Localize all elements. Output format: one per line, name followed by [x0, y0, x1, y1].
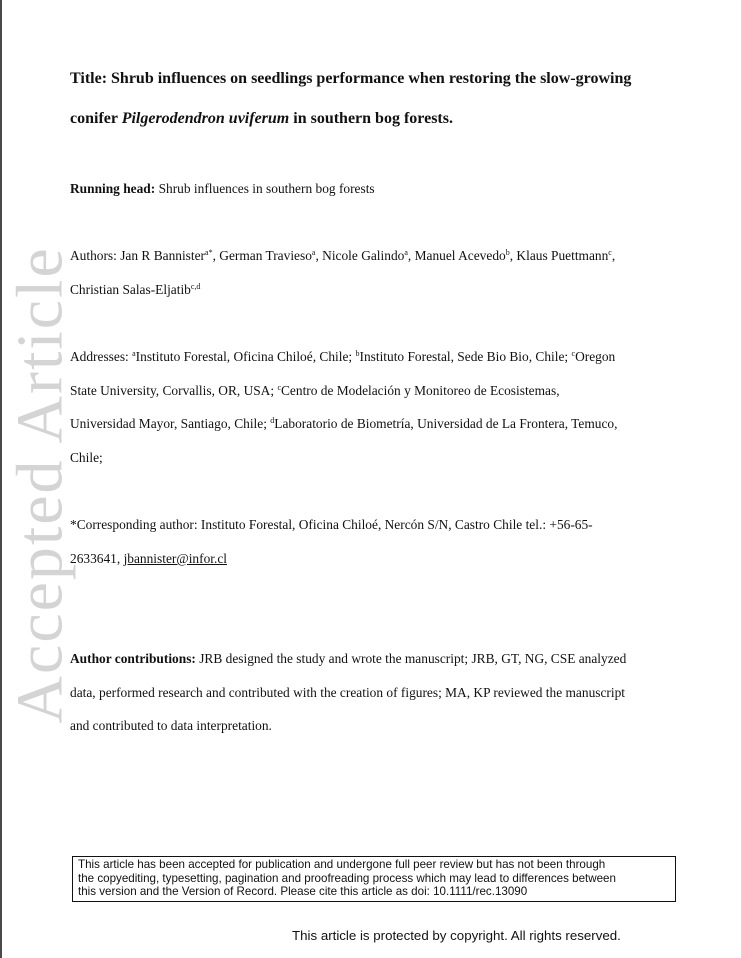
- corresponding-author-line-2: 2633641, jbannister@infor.cl: [70, 551, 227, 566]
- notice-line: This article has been accepted for publication and undergone full peer review but has not been through: [78, 858, 606, 871]
- copyright-footer: This article is protected by copyright. All rights reserved.: [292, 928, 621, 943]
- author: Christian Salas-Eljatib$^{c,d}$: [70, 282, 201, 297]
- author: Manuel Acevedo$^b$,: [414, 248, 517, 263]
- addresses-line-4: Chile;: [70, 450, 103, 465]
- email-link[interactable]: jbannister@infor.cl: [123, 551, 227, 566]
- corresponding-author-line-1: *Corresponding author: Instituto Forestal, Oficina Chiloé, Nercón S/N, Castro Chile tel.: +56-65-: [70, 517, 593, 532]
- author: Jan R Bannister$^{a*}$,: [120, 248, 220, 263]
- title-line-2: [70, 110, 453, 128]
- notice-line: the copyediting, typesetting, pagination and proofreading process which may lead to differences between: [78, 871, 616, 885]
- title-text: in southern bog forests.: [289, 110, 453, 127]
- addresses-line-3: Universidad Mayor, Santiago, Chile; $^d$Laboratorio de Biometría, Universidad de La Frontera, Temuco,: [70, 416, 618, 431]
- acceptance-notice-box: [72, 856, 676, 902]
- notice-line: this version and the Version of Record. Please cite this article as doi: 10.1111/rec.13090: [78, 885, 528, 899]
- contributions-line-1: Author contributions: JRB designed the study and wrote the manuscript; JRB, GT, NG, CSE analyzed: [70, 651, 627, 666]
- addresses-line-1: Addresses: $^a$Instituto Forestal, Oficina Chiloé, Chile; $^b$Instituto Forestal, Sede Bio Bio, Chile; $^c$Oregon: [70, 349, 616, 364]
- contributions-line-3: and contributed to data interpretation.: [70, 718, 272, 733]
- authors-line-2: [70, 282, 200, 298]
- running-head-text: Shrub influences in southern bog forests: [155, 181, 375, 196]
- addresses-line-2: State University, Corvallis, OR, USA; $^c$Centro de Modelación y Monitoreo de Ecosistemas,: [70, 383, 560, 398]
- author: Klaus Puettmann$^c$,: [516, 248, 616, 263]
- contributions-line-2: data, performed research and contributed with the creation of figures; MA, KP reviewed the manuscript: [70, 685, 626, 700]
- contributions-label: Author contributions:: [70, 651, 196, 666]
- author: German Travieso$^a$,: [219, 248, 323, 263]
- watermark-container: [6, 180, 76, 790]
- accepted-article-watermark: Accepted Article: [4, 246, 77, 724]
- species-name: Pilgerodendron uviferum: [121, 110, 290, 127]
- title-line-1: Title: Shrub influences on seedlings performance when restoring the slow-growing: [70, 70, 632, 87]
- title-text: conifer: [70, 110, 122, 127]
- authors-line-1: [70, 248, 615, 264]
- running-head-label: Running head:: [70, 181, 156, 196]
- authors-label: Authors:: [70, 248, 121, 263]
- running-head: [70, 181, 375, 197]
- author: Nicole Galindo$^a$,: [322, 248, 415, 263]
